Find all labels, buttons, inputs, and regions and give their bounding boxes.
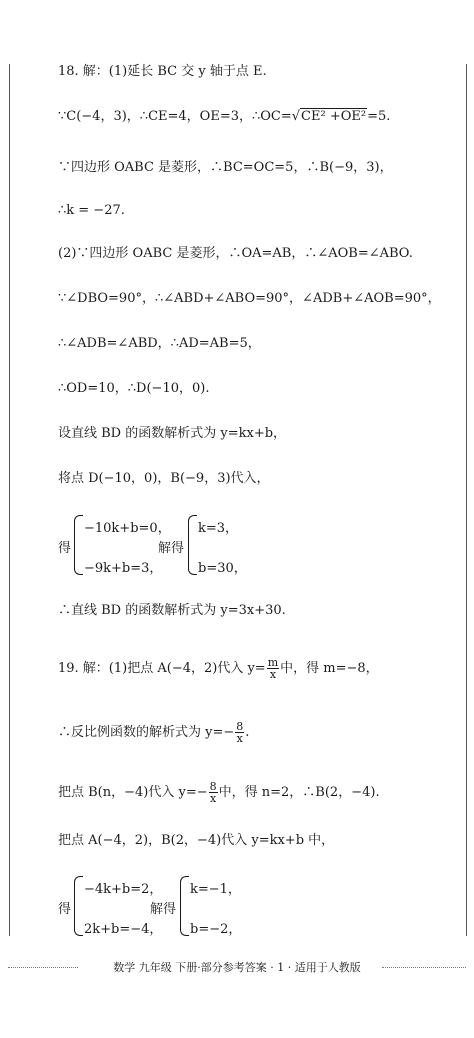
l14-text-b: 中，得 n=2，∴B(2，−4). — [218, 785, 380, 800]
sys1-sol1: k=3， — [198, 521, 239, 536]
brace-icon — [180, 876, 189, 936]
equation-system-2 — [58, 876, 298, 938]
answer-18-substitute-line: 将点 D(−10，0)，B(−9，3)代入， — [58, 471, 270, 486]
frac-den: x — [210, 792, 217, 805]
answer-19-b-line — [58, 781, 380, 804]
frac-num: 8 — [236, 720, 244, 733]
answer-18-ad-line: ∴∠ADB=∠ABD，∴AD=AB=5， — [58, 336, 261, 351]
answer-18-oc-line — [58, 108, 390, 125]
page-footer: 数学 九年级 下册·部分参考答案 · 1 · 适用于人教版 — [113, 961, 361, 974]
sys2-sol2: b=−2， — [190, 922, 242, 937]
sys2-right — [180, 876, 260, 938]
left-margin-rule — [9, 64, 10, 936]
answer-18-header: 18. 解：(1)延长 BC 交 y 轴于点 E. — [58, 64, 267, 79]
sys2-eq1: −4k+b=2， — [84, 882, 163, 897]
fraction-8-over-x — [235, 721, 244, 744]
right-margin-rule — [466, 64, 467, 936]
sys2-jiede: 解得 — [150, 902, 177, 917]
answer-18-part2-line: (2)∵四边形 OABC 是菱形，∴OA=AB，∴∠AOB=∠ABO. — [58, 246, 413, 261]
sys1-eq1: −10k+b=0， — [84, 521, 171, 536]
sys1-right — [188, 515, 268, 577]
answer-19-function-line — [58, 721, 249, 744]
sys1-sol2: b=30， — [198, 561, 247, 576]
sqrt-sign: √ — [291, 109, 301, 124]
sys1-jiede: 解得 — [158, 541, 185, 556]
brace-icon — [188, 515, 197, 575]
sys1-eq2: −9k+b=3， — [84, 561, 163, 576]
l13-text-b: . — [245, 725, 250, 740]
sys2-de: 得 — [58, 902, 72, 917]
answer-18-rhombus-line: ∵四边形 OABC 是菱形，∴BC=OC=5，∴B(−9，3)， — [58, 160, 393, 175]
frac-den: x — [269, 668, 277, 681]
answer-19-substitute-line: 把点 A(−4，2)，B(2，−4)代入 y=kx+b 中， — [58, 833, 335, 848]
l12-text-a: 19. 解：(1)把点 A(−4，2)代入 y= — [58, 661, 266, 676]
sys2-left — [74, 876, 163, 938]
frac-num: 8 — [209, 780, 217, 793]
l13-text-a: ∴反比例函数的解析式为 y=− — [58, 725, 235, 740]
oc-text-a: ∵C(−4，3)，∴CE=4，OE=3，∴OC= — [58, 109, 292, 124]
fraction-m-over-x — [267, 657, 279, 680]
answer-18-od-line: ∴OD=10，∴D(−10，0). — [58, 381, 210, 396]
answer-18-result-line: ∴直线 BD 的函数解析式为 y=3x+30. — [58, 603, 286, 618]
frac-den: x — [236, 732, 243, 745]
sqrt-expression: CE² +OE² — [301, 109, 367, 124]
sys2-eq2: 2k+b=−4， — [84, 922, 163, 937]
brace-icon — [74, 515, 83, 575]
l14-text-a: 把点 B(n，−4)代入 y=− — [58, 785, 208, 800]
frac-num: m — [267, 656, 279, 669]
equation-system-1 — [58, 515, 298, 577]
oc-text-b: =5. — [367, 109, 391, 124]
answer-19-header — [58, 657, 379, 680]
sys2-sol1: k=−1， — [190, 882, 241, 897]
fraction-8-over-x — [209, 781, 218, 804]
sys1-de: 得 — [58, 541, 72, 556]
answer-18-k-line: ∴k = −27. — [58, 203, 125, 218]
answer-18-bd-setup-line: 设直线 BD 的函数解析式为 y=kx+b， — [58, 426, 287, 441]
l12-text-b: 中，得 m=−8， — [280, 661, 379, 676]
answer-18-angle-line: ∵∠DBO=90°，∴∠ABD+∠ABO=90°，∠ADB+∠AOB=90°， — [58, 291, 441, 306]
brace-icon — [74, 876, 83, 936]
